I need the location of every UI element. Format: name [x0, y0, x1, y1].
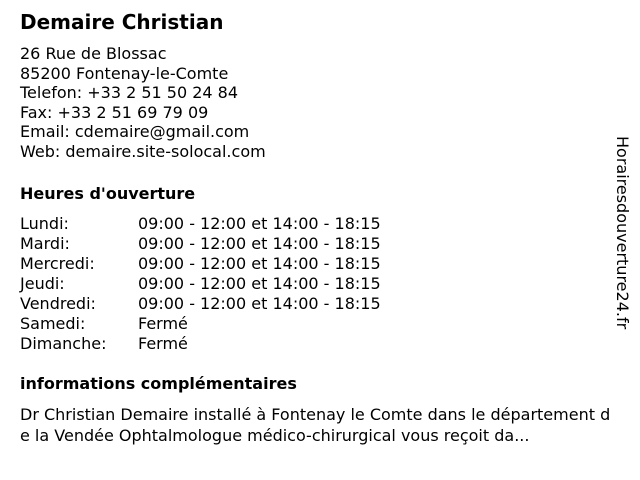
address-street: 26 Rue de Blossac — [20, 44, 167, 63]
hours-row-mercredi — [20, 254, 381, 274]
hours-row-vendredi — [20, 294, 381, 314]
hours-row-jeudi — [20, 274, 381, 294]
day-label: Mercredi: — [20, 254, 95, 273]
opening-hours-title: Heures d'ouverture — [20, 184, 196, 203]
address-city: 85200 Fontenay-le-Comte — [20, 63, 229, 83]
fax-number: Fax: +33 2 51 69 79 09 — [20, 102, 209, 122]
day-label: Lundi: — [20, 214, 69, 233]
day-hours: 09:00 - 12:00 et 14:00 - 18:15 — [138, 294, 381, 313]
day-hours: 09:00 - 12:00 et 14:00 - 18:15 — [138, 234, 381, 253]
hours-row-samedi — [20, 314, 381, 334]
business-name: Demaire Christian — [20, 10, 224, 34]
hours-row-mardi — [20, 234, 381, 254]
day-label: Dimanche: — [20, 334, 107, 353]
additional-info-title: informations complémentaires — [20, 374, 297, 393]
day-label: Samedi: — [20, 314, 86, 333]
day-hours: 09:00 - 12:00 et 14:00 - 18:15 — [138, 254, 381, 273]
email-address: Email: cdemaire@gmail.com — [20, 122, 250, 142]
day-label: Jeudi: — [20, 274, 65, 293]
phone-number: Telefon: +33 2 51 50 24 84 — [20, 83, 239, 103]
website: Web: demaire.site-solocal.com — [20, 141, 266, 161]
site-watermark: Horairesdouverture24.fr — [613, 136, 632, 330]
day-hours: 09:00 - 12:00 et 14:00 - 18:15 — [138, 214, 381, 233]
day-hours: Fermé — [138, 334, 188, 353]
day-label: Vendredi: — [20, 294, 96, 313]
hours-row-lundi — [20, 214, 381, 234]
day-hours: 09:00 - 12:00 et 14:00 - 18:15 — [138, 274, 381, 293]
additional-info-description: Dr Christian Demaire installé à Fontenay le Comte dans le département de la Vendée Ophtalmologue médico-chirurgical vous reçoit da... — [20, 405, 611, 445]
hours-row-dimanche — [20, 334, 381, 354]
day-hours: Fermé — [138, 314, 188, 333]
day-label: Mardi: — [20, 234, 70, 253]
contact-block — [20, 44, 266, 162]
opening-hours-table — [20, 214, 381, 354]
